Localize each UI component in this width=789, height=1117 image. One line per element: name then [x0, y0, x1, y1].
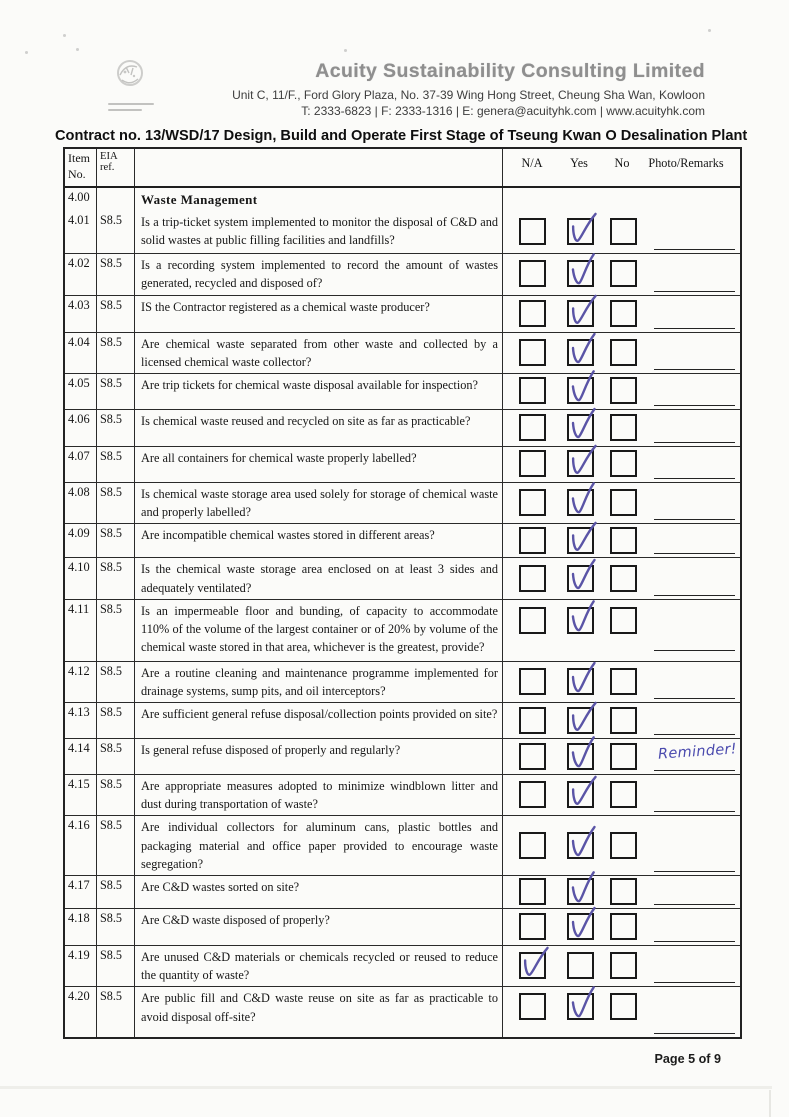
checkbox-na [519, 339, 546, 366]
item-no: 4.11 [65, 600, 97, 661]
remark-line [654, 734, 735, 735]
header-na: N/A [521, 156, 543, 170]
header-eia-ref: EIA ref. [97, 149, 135, 186]
header-question [135, 149, 503, 186]
remark-line [654, 405, 735, 406]
item-no: 4.12 [65, 662, 97, 702]
eia-ref: S8.5 [97, 703, 135, 738]
answer-cell [503, 254, 740, 294]
table-row [65, 946, 740, 987]
question-text: Are chemical waste separated from other waste and collected by a licensed chemical waste collector? [135, 333, 503, 373]
eia-ref: S8.5 [97, 987, 135, 1037]
scan-artifact [76, 48, 79, 51]
checkbox-na [519, 450, 546, 477]
table-row [65, 254, 740, 295]
checkbox-yes [567, 668, 594, 695]
checkbox-no [610, 339, 637, 366]
checkbox-yes [567, 832, 594, 859]
checkbox-yes [567, 707, 594, 734]
table-row [65, 876, 740, 909]
item-no: 4.17 [65, 876, 97, 908]
remark-line [654, 291, 735, 292]
table-row [65, 987, 740, 1037]
checkbox-yes [567, 781, 594, 808]
answer-cell [503, 739, 740, 774]
question-text: Are sufficient general refuse disposal/collection points provided on site? [135, 703, 503, 738]
table-row [65, 374, 740, 410]
question-text: Is a trip-ticket system implemented to monitor the disposal of C&D and solid wastes at public filling facilities and landfills? [135, 211, 503, 253]
answer-cell [503, 333, 740, 373]
question-text: Are C&D wastes sorted on site? [135, 876, 503, 908]
eia-ref: S8.5 [97, 296, 135, 332]
checkbox-no [610, 952, 637, 979]
checkbox-yes [567, 527, 594, 554]
checkbox-yes [567, 450, 594, 477]
table-row [65, 816, 740, 876]
scan-artifact [708, 29, 711, 32]
checkbox-yes [567, 300, 594, 327]
item-no: 4.08 [65, 483, 97, 523]
checkbox-no [610, 414, 637, 441]
item-no: 4.04 [65, 333, 97, 373]
company-logo [110, 56, 150, 98]
eia-ref: S8.5 [97, 739, 135, 774]
question-text: Is chemical waste storage area used solely for storage of chemical waste and properly labelled? [135, 483, 503, 523]
table-row [65, 739, 740, 775]
item-no: 4.19 [65, 946, 97, 986]
checkbox-na [519, 707, 546, 734]
handwritten-tick-icon [566, 406, 597, 443]
header-yes: Yes [570, 156, 588, 170]
checkbox-na [519, 743, 546, 770]
contract-title: Contract no. 13/WSD/17 Design, Build and Operate First Stage of Tseung Kwan O Desalination Plant [55, 128, 748, 144]
answer-cell [503, 483, 740, 523]
answer-cell [503, 524, 740, 557]
header-item-line1: Item [68, 151, 90, 165]
item-no: 4.13 [65, 703, 97, 738]
item-no: 4.05 [65, 374, 97, 409]
checkbox-na [519, 993, 546, 1020]
remark-line [654, 595, 735, 596]
answer-cell [503, 662, 740, 702]
scan-artifact [769, 1090, 771, 1117]
table-row [65, 703, 740, 739]
remark-line [654, 941, 735, 942]
table-row [65, 909, 740, 946]
checkbox-na [519, 913, 546, 940]
checkbox-yes [567, 489, 594, 516]
company-name: Acuity Sustainability Consulting Limited [315, 60, 705, 82]
eia-ref: S8.5 [97, 946, 135, 986]
checkbox-no [610, 607, 637, 634]
remark-line [654, 1033, 735, 1034]
checkbox-no [610, 260, 637, 287]
table-rows [65, 188, 740, 1037]
checkbox-yes [567, 913, 594, 940]
scan-artifact [0, 1086, 772, 1089]
table-row [65, 188, 740, 211]
table-row [65, 410, 740, 447]
answer-cell [503, 410, 740, 446]
remark-line [654, 328, 735, 329]
answer-cell [503, 296, 740, 332]
remark-line [654, 369, 735, 370]
table-row [65, 558, 740, 599]
checkbox-yes [567, 260, 594, 287]
handwritten-tick-icon [566, 557, 597, 594]
table-row [65, 333, 740, 374]
answer-cell [503, 946, 740, 986]
question-text: Are C&D waste disposed of properly? [135, 909, 503, 945]
eia-ref: S8.5 [97, 254, 135, 294]
eia-ref: S8.5 [97, 410, 135, 446]
eia-ref: S8.5 [97, 909, 135, 945]
handwritten-tick-icon [566, 905, 597, 942]
question-text: Is the chemical waste storage area enclosed on at least 3 sides and adequately ventilated? [135, 558, 503, 598]
question-text: Waste Management [135, 188, 503, 211]
checkbox-no [610, 993, 637, 1020]
checkbox-yes [567, 952, 594, 979]
eia-ref: S8.5 [97, 662, 135, 702]
checkbox-no [610, 489, 637, 516]
handwritten-tick-icon [565, 441, 599, 480]
handwritten-tick-icon [517, 943, 551, 982]
handwritten-tick-icon [565, 209, 599, 248]
handwritten-tick-icon [565, 985, 598, 1024]
table-row [65, 524, 740, 558]
header-answers [503, 149, 740, 186]
scan-artifact [63, 34, 66, 37]
handwritten-tick-icon [565, 291, 599, 330]
checkbox-na [519, 414, 546, 441]
checkbox-no [610, 781, 637, 808]
answer-cell [503, 816, 740, 875]
checkbox-no [610, 450, 637, 477]
remark-line [654, 478, 735, 479]
scan-artifact [344, 49, 347, 52]
question-text: Are all containers for chemical waste properly labelled? [135, 447, 503, 482]
checklist-table [63, 147, 742, 1039]
answer-cell [503, 188, 740, 211]
handwritten-tick-icon [565, 598, 598, 637]
question-text: Are unused C&D materials or chemicals recycled or reused to reduce the quantity of waste? [135, 946, 503, 986]
checkbox-no [610, 878, 637, 905]
header-item-no [65, 149, 97, 186]
header-no: No [614, 156, 630, 170]
scan-artifact [25, 51, 28, 54]
checkbox-no [610, 913, 637, 940]
checkbox-na [519, 668, 546, 695]
handwritten-tick-icon [566, 824, 597, 861]
remark-line [654, 519, 735, 520]
remark-line [654, 698, 735, 699]
item-no: 4.15 [65, 775, 97, 815]
handwritten-tick-icon [566, 331, 597, 368]
question-text: Is general refuse disposed of properly and regularly? [135, 739, 503, 774]
eia-ref: S8.5 [97, 775, 135, 815]
checkbox-na [519, 832, 546, 859]
checkbox-no [610, 565, 637, 592]
eia-ref: S8.5 [97, 483, 135, 523]
page-number: Page 5 of 9 [654, 1052, 721, 1066]
checkbox-na [519, 565, 546, 592]
checkbox-na [519, 260, 546, 287]
header-item-line2: No. [68, 167, 86, 181]
table-row [65, 211, 740, 254]
eia-ref: S8.5 [97, 524, 135, 557]
table-row [65, 600, 740, 662]
checkbox-no [610, 668, 637, 695]
item-no: 4.02 [65, 254, 97, 294]
item-no: 4.10 [65, 558, 97, 598]
remark-line [654, 904, 735, 905]
item-no: 4.07 [65, 447, 97, 482]
header-photo-remarks: Photo/Remarks [648, 156, 724, 170]
remark-line [654, 982, 735, 983]
question-text: Is a recording system implemented to record the amount of wastes generated, recycled and disposed of? [135, 254, 503, 294]
item-no: 4.16 [65, 816, 97, 875]
checkbox-yes [567, 339, 594, 366]
table-header-row [65, 149, 740, 188]
handwritten-tick-icon [565, 772, 599, 811]
item-no: 4.09 [65, 524, 97, 557]
checkbox-yes [567, 414, 594, 441]
answer-cell [503, 909, 740, 945]
answer-cell [503, 703, 740, 738]
eia-ref: S8.5 [97, 558, 135, 598]
table-row [65, 483, 740, 524]
answer-cell [503, 211, 740, 253]
checkbox-na [519, 878, 546, 905]
answer-cell [503, 374, 740, 409]
remark-line [654, 871, 735, 872]
question-text: Are a routine cleaning and maintenance programme implemented for drainage systems, sump pits, and oil interceptors? [135, 662, 503, 702]
checkbox-no [610, 743, 637, 770]
remark-line [654, 811, 735, 812]
remark-line [654, 770, 735, 771]
handwritten-tick-icon [566, 660, 597, 697]
checkbox-na [519, 527, 546, 554]
eia-ref: S8.5 [97, 333, 135, 373]
handwritten-tick-icon [565, 734, 598, 773]
remark-line [654, 553, 735, 554]
eia-ref: S8.5 [97, 816, 135, 875]
checkbox-na [519, 218, 546, 245]
eia-ref: S8.5 [97, 211, 135, 253]
eia-ref [97, 188, 135, 211]
question-text: IS the Contractor registered as a chemical waste producer? [135, 296, 503, 332]
eia-ref: S8.5 [97, 876, 135, 908]
checkbox-na [519, 300, 546, 327]
question-text: Are trip tickets for chemical waste disposal available for inspection? [135, 374, 503, 409]
checkbox-na [519, 607, 546, 634]
item-no: 4.00 [65, 188, 97, 211]
checkbox-na [519, 952, 546, 979]
checkbox-no [610, 377, 637, 404]
handwritten-tick-icon [565, 480, 598, 519]
checkbox-yes [567, 607, 594, 634]
handwritten-tick-icon [565, 698, 599, 737]
eia-ref: S8.5 [97, 600, 135, 661]
company-address: Unit C, 11/F., Ford Glory Plaza, No. 37-39 Wing Hong Street, Cheung Sha Wan, Kowloon [232, 88, 705, 102]
checkbox-no [610, 832, 637, 859]
checkbox-na [519, 781, 546, 808]
remark-line [654, 249, 735, 250]
question-text: Are appropriate measures adopted to minimize windblown litter and dust during transportation of waste? [135, 775, 503, 815]
company-contact: T: 2333-6823 | F: 2333-1316 | E: genera@acuityhk.com | www.acuityhk.com [301, 104, 705, 118]
question-text: Is an impermeable floor and bunding, of capacity to accommodate 110% of the volume of the largest container or of 20% by volume of the chemical waste stored in that area, whichever is the greatest, provide? [135, 600, 503, 661]
handwritten-tick-icon [565, 869, 598, 908]
item-no: 4.18 [65, 909, 97, 945]
question-text: Is chemical waste reused and recycled on site as far as practicable? [135, 410, 503, 446]
checkbox-yes [567, 565, 594, 592]
handwritten-tick-icon [565, 369, 598, 408]
question-text: Are public fill and C&D waste reuse on site as far as practicable to avoid disposal off-site? [135, 987, 503, 1037]
remark-handwriting: Reminder! [657, 741, 738, 763]
checkbox-na [519, 489, 546, 516]
table-row [65, 447, 740, 483]
table-row [65, 775, 740, 816]
question-text: Are individual collectors for aluminum cans, plastic bottles and packaging material and office paper provided to encourage waste segregation? [135, 816, 503, 875]
answer-cell [503, 558, 740, 598]
checkbox-yes [567, 743, 594, 770]
answer-cell [503, 876, 740, 908]
item-no: 4.20 [65, 987, 97, 1037]
eia-ref: S8.5 [97, 447, 135, 482]
item-no: 4.03 [65, 296, 97, 332]
answer-cell [503, 987, 740, 1037]
item-no: 4.14 [65, 739, 97, 774]
checkbox-na [519, 377, 546, 404]
checkbox-no [610, 300, 637, 327]
remark-line [654, 650, 735, 651]
item-no: 4.01 [65, 211, 97, 253]
checkbox-no [610, 218, 637, 245]
checkbox-no [610, 527, 637, 554]
table-row [65, 296, 740, 333]
answer-cell [503, 447, 740, 482]
table-row [65, 662, 740, 703]
checkbox-yes [567, 218, 594, 245]
item-no: 4.06 [65, 410, 97, 446]
handwritten-tick-icon [565, 518, 599, 557]
handwritten-tick-icon [565, 252, 598, 291]
question-text: Are incompatible chemical wastes stored in different areas? [135, 524, 503, 557]
checkbox-yes [567, 993, 594, 1020]
checkbox-yes [567, 377, 594, 404]
eia-ref: S8.5 [97, 374, 135, 409]
remark-line [654, 442, 735, 443]
answer-cell [503, 775, 740, 815]
answer-cell [503, 600, 740, 661]
checkbox-yes [567, 878, 594, 905]
checkbox-no [610, 707, 637, 734]
company-logo-caption [108, 99, 154, 115]
